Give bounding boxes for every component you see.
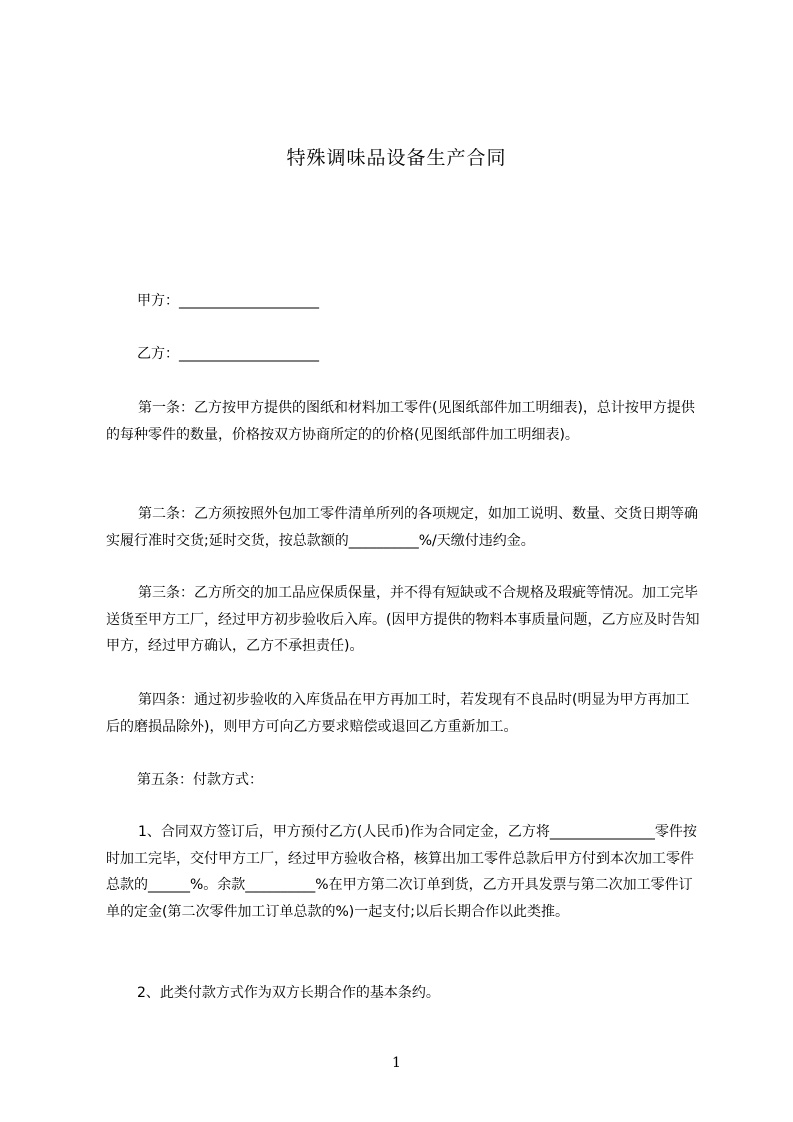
document-title: 特殊调味品设备生产合同 — [286, 147, 507, 169]
payment-clause-1: 1、合同双方签订后，甲方预付乙方(人民币)作为合同定金，乙方将_______________零件按时加工完毕，交付甲方工厂，经过甲方验收合格，核算出加工零件总款后甲方付到本次加工零件总款的______%。余款__________%在甲方第二次订单到货，乙方开具发票与第二次加工零件订单的定金(第二次零件加工订单总款的%)一起支付;以后长期合作以此类推。 — [106, 824, 697, 920]
payment-clause-2: 2、此类付款方式作为双方长期合作的基本条约。 — [137, 985, 440, 1001]
party-a-line: 甲方：____________________ — [137, 293, 319, 309]
party-b-line: 乙方：____________________ — [137, 346, 319, 362]
article-5-heading: 第五条：付款方式： — [137, 772, 263, 788]
article-3-paragraph: 第三条：乙方所交的加工品应保质保量，并不得有短缺或不合规格及瑕疵等情况。加工完毕送货至甲方工厂，经过甲方初步验收后入库。(因甲方提供的物料本事质量问题，乙方应及时告知甲方，经过甲方确认，乙方不承担责任)。 — [106, 585, 700, 654]
page-number: 1 — [392, 1055, 401, 1071]
article-1-paragraph: 第一条：乙方按甲方提供的图纸和材料加工零件(见图纸部件加工明细表)，总计按甲方提供的每种零件的数量，价格按双方协商所定的的价格(见图纸部件加工明细表)。 — [106, 400, 695, 443]
article-2-paragraph: 第二条：乙方须按照外包加工零件清单所列的各项规定，如加工说明、数量、交货日期等确实履行准时交货;延时交货，按总款额的__________%/天缴付违约金。 — [106, 506, 698, 549]
article-4-paragraph: 第四条：通过初步验收的入库货品在甲方再加工时，若发现有不良品时(明显为甲方再加工后的磨损品除外)，则甲方可向乙方要求赔偿或退回乙方重新加工。 — [106, 692, 690, 735]
